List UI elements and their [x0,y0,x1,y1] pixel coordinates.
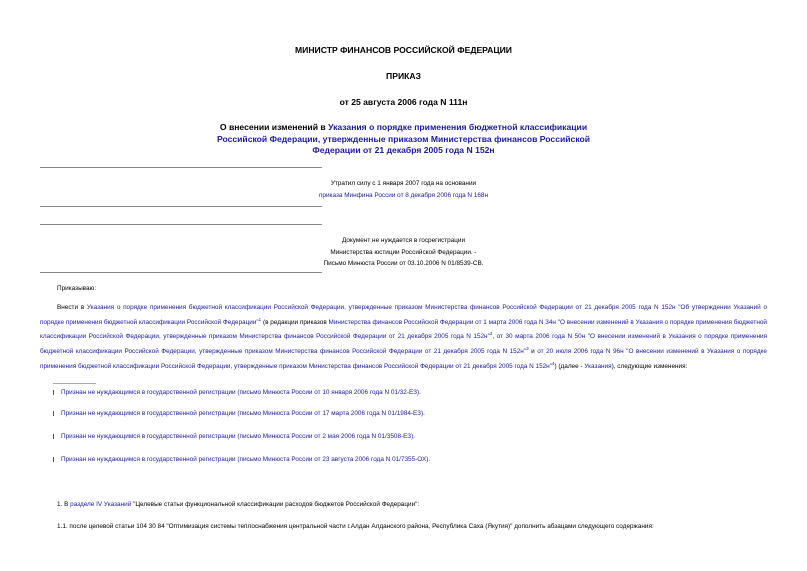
footnote-marker-icon [53,390,58,395]
text-run: и [531,348,535,356]
divider [40,167,322,168]
title-line-3[interactable]: Федерации от 21 декабря 2005 года N 152н [312,145,495,155]
section-1-1: 1.1. после целевой статьи 104 30 84 "Оптимизация системы теплоснабжения центральной части г.Алдан Алданского района, Республика Саха (Якутия)" дополнить абзацами следующего содержания: [57,523,654,530]
repeal-order-link[interactable]: приказа Минфина России от 8 декабря 2006 года N 168н [318,191,489,199]
footnote-ref-2[interactable]: 2 [489,331,493,337]
footnote-marker-icon [53,457,58,462]
ministry-heading: МИНИСТР ФИНАНСОВ РОССИЙСКОЙ ФЕДЕРАЦИИ [295,45,512,55]
text-run: ) (далее - [554,362,583,370]
instructions-short-link[interactable]: Указания [584,362,612,370]
footnote-text: Признан не нуждающимся в государственной регистрации (письмо Минюста России от 23 августа 2006 года N 01/7355-ОХ). [61,456,431,463]
registration-note [40,235,767,270]
title-prefix: О внесении изменений в [219,122,326,132]
text-run: (в редакции приказов [262,318,327,326]
status-note [40,178,767,201]
registration-note-line-2: Министерства юстиции Российской Федерации. - [330,248,477,256]
order-96n-link[interactable]: от 20 июля 2006 года N 96н "О внесении изменений в Указания о порядке применения бюджетной классификации Российской Федерации, утвержденные приказом Министерства финансов Российской Федерации от 21 декабря 2005 года N 152н" [40,348,767,370]
divider [40,272,322,273]
divider [40,224,322,225]
doc-date-number: от 25 августа 2006 года N 111н [339,97,468,107]
text-run: ), следующие изменения: [611,362,688,370]
main-paragraph [40,301,767,375]
footnote-text: Признан не нуждающимся в государственной регистрации (письмо Минюста России от 17 марта 2006 года N 01/1984-ЕЗ). [61,410,425,417]
status-note-line-1: Утратил силу с 1 января 2007 года на основании [330,180,477,187]
doc-type-heading: ПРИКАЗ [386,71,421,81]
footnote-4 [53,456,430,463]
title-link-instructions[interactable]: Указания о порядке применения бюджетной классификации [328,122,588,132]
divider [40,206,322,207]
instructions-link[interactable]: Указания о порядке применения бюджетной классификации Российской Федерации, утвержденные приказом Министерства финансов Российской Федерации от 21 декабря 2005 года N 152н "Об утверждении Указаний о порядке применения бюджетной классификации Российской Федерации" [40,304,767,326]
footnote-2 [53,410,425,417]
footnote-1 [53,389,421,396]
order-34n-link[interactable]: Министерства финансов Российской Федерации от 1 марта 2006 года N 34н "О внесении изменений в Указания о порядке применения бюджетной классификации Российской Федерации, утвержденные приказом Министерства финансов Российской Федерации от 21 декабря 2005 года N 152н" [40,318,767,341]
text-run: 1. В [57,501,69,508]
footnote-marker-icon [53,434,58,439]
footnote-ref-3[interactable]: 3 [526,345,529,351]
registration-note-line-3: Письмо Минюста России от 03.10.2006 N 01/8539-СВ. [323,260,484,268]
footnote-3 [53,433,415,440]
document-title [0,122,807,157]
footnote-text: Признан не нуждающимся в государственной регистрации (письмо Минюста России от 2 мая 2006 года N 01/3508-ЕЗ). [61,433,416,440]
footnote-divider [53,383,96,384]
order-word: Приказываю: [57,285,97,292]
registration-note-line-1: Документ не нуждается в госрегистрации [341,237,466,244]
text-run: "Целевые статьи функциональной классификации расходов бюджетов Российской Федерации": [133,501,420,508]
footnote-marker-icon [53,411,58,416]
text-run: Внести в [57,304,85,311]
section-1-heading [40,501,767,508]
title-line-2[interactable]: Российской Федерации, утвержденные приказом Министерства финансов Российской [216,133,591,144]
footnote-ref-1[interactable]: 1 [258,316,262,322]
footnote-ref-4[interactable]: 4 [551,360,555,366]
order-50n-link[interactable]: , от 30 марта 2006 года N 50н "О внесении изменений в Указания о порядке применения бюджетной классификации Российской Федерации, утвержденные приказом Министерства финансов Российской Федерации от 21 декабря 2005 года N 152н" [40,333,767,356]
footnote-text: Признан не нуждающимся в государственной регистрации (письмо Минюста России от 10 января 2006 года N 01/32-ЕЗ). [61,389,421,396]
section-iv-link[interactable]: разделе IV Указаний [70,501,132,508]
